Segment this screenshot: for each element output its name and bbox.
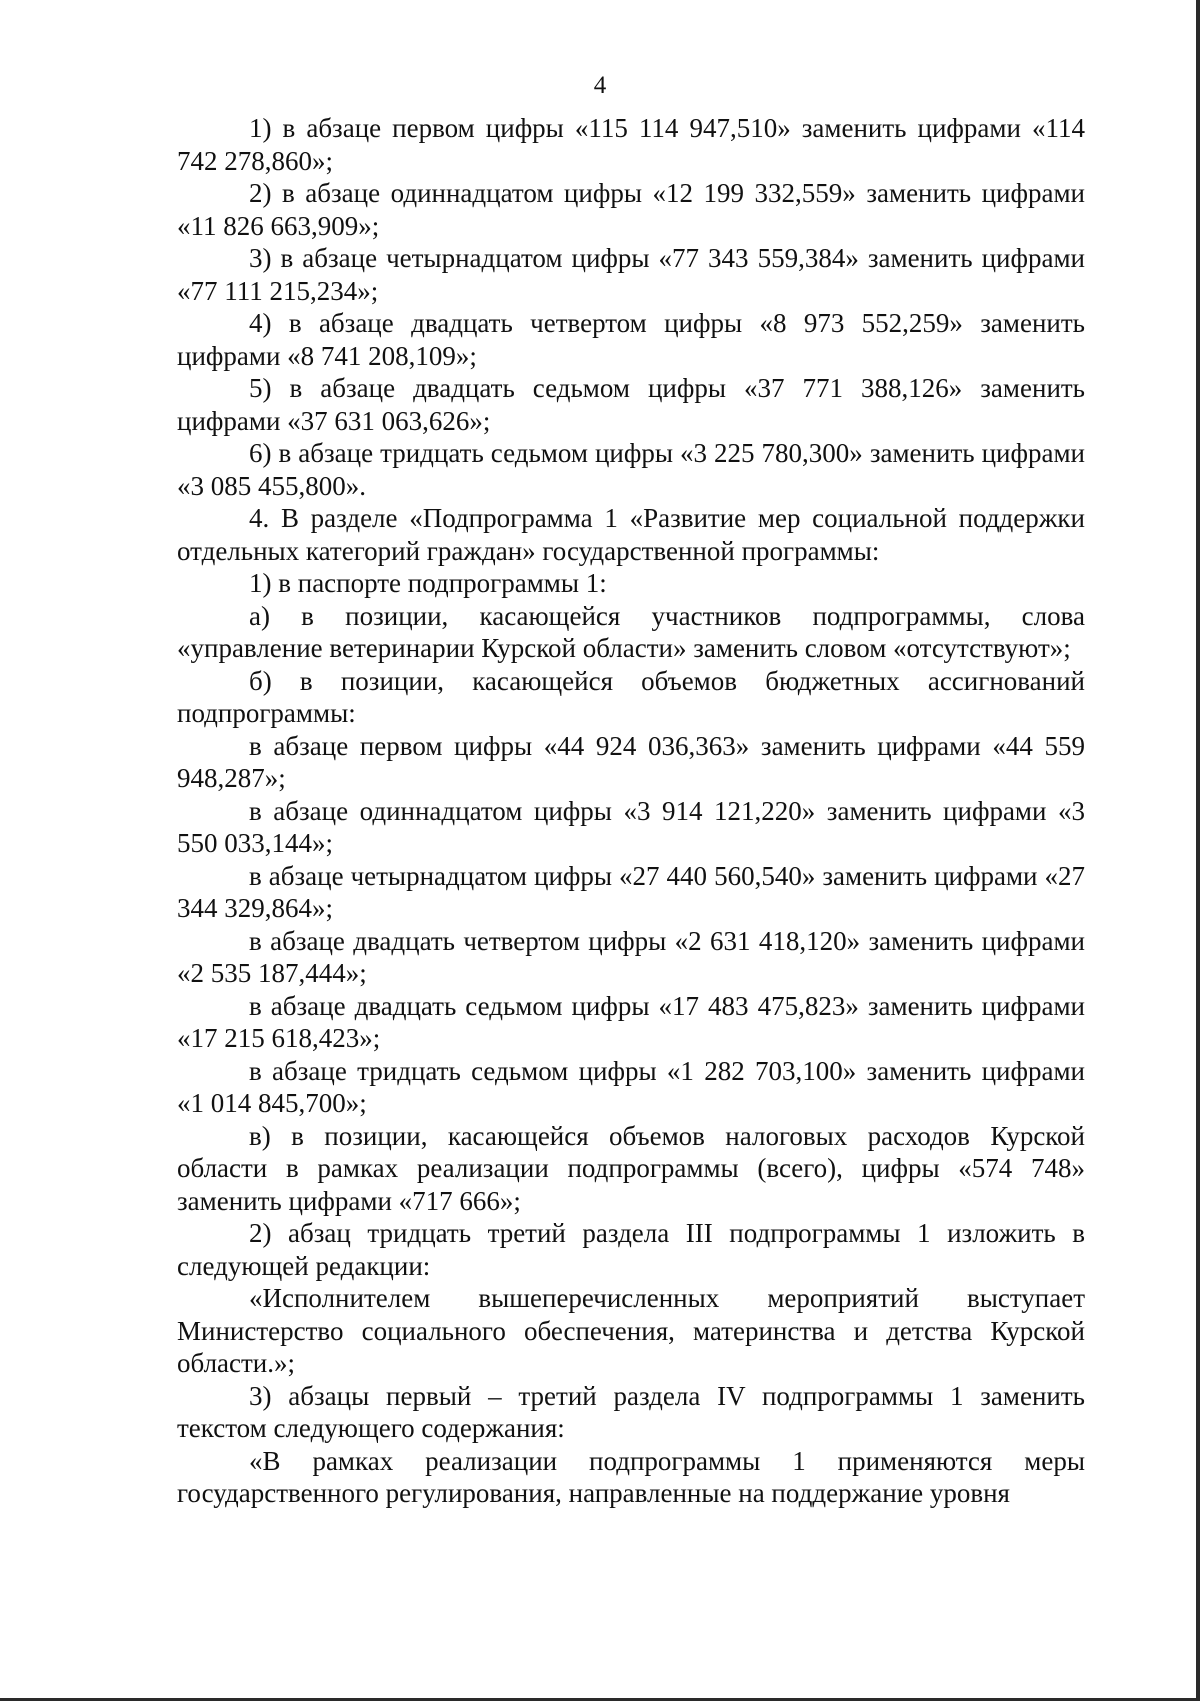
paragraph-b-thirty-seventh: в абзаце тридцать седьмом цифры «1 282 703,100» заменить цифрами «1 014 845,700»; [177, 1055, 1085, 1118]
paragraph-amend-5: 5) в абзаце двадцать седьмом цифры «37 771 388,126» заменить цифрами «37 631 063,626»; [177, 373, 1085, 436]
page-number: 4 [593, 72, 607, 99]
paragraph-regulation-quote: «В рамках реализации подпрограммы 1 применяются меры государственного регулирования, направленные на поддержание уровня [177, 1445, 1085, 1508]
paragraph-b-first: в абзаце первом цифры «44 924 036,363» заменить цифрами «44 559 948,287»; [177, 730, 1085, 793]
paragraph-amend-3: 3) в абзаце четырнадцатом цифры «77 343 559,384» заменить цифрами «77 111 215,234»; [177, 243, 1085, 306]
paragraph-item-v: в) в позиции, касающейся объемов налоговых расходов Курской области в рамках реализации подпрограммы (всего), цифры «574 748» заменить цифрами «717 666»; [177, 1120, 1085, 1216]
paragraph-passport: 1) в паспорте подпрограммы 1: [249, 568, 607, 598]
document-body [177, 112, 1085, 1510]
paragraph-amend-2: 2) в абзаце одиннадцатом цифры «12 199 332,559» заменить цифрами «11 826 663,909»; [177, 178, 1085, 241]
paragraph-section-4: 4. В разделе «Подпрограмма 1 «Развитие мер социальной поддержки отдельных категорий граждан» государственной программы: [177, 503, 1085, 566]
paragraph-section-iii: 2) абзац тридцать третий раздела III подпрограммы 1 изложить в следующей редакции: [177, 1218, 1085, 1281]
paragraph-b-twenty-fourth: в абзаце двадцать четвертом цифры «2 631 418,120» заменить цифрами «2 535 187,444»; [177, 925, 1085, 988]
paragraph-item-a: а) в позиции, касающейся участников подпрограммы, слова «управление ветеринарии Курской области» заменить словом «отсутствуют»; [177, 600, 1085, 663]
paragraph-executor-quote: «Исполнителем вышеперечисленных мероприятий выступает Министерство социального обеспечения, материнства и детства Курской области.»; [177, 1283, 1085, 1378]
paragraph-section-iv: 3) абзацы первый – третий раздела IV подпрограммы 1 заменить текстом следующего содержания: [177, 1380, 1085, 1443]
paragraph-b-eleventh: в абзаце одиннадцатом цифры «3 914 121,220» заменить цифрами «3 550 033,144»; [177, 795, 1085, 858]
scan-edge-right [1196, 0, 1200, 1701]
paragraph-b-twenty-seventh: в абзаце двадцать седьмом цифры «17 483 475,823» заменить цифрами «17 215 618,423»; [177, 990, 1085, 1053]
paragraph-item-b: б) в позиции, касающейся объемов бюджетных ассигнований подпрограммы: [177, 665, 1085, 728]
paragraph-amend-4: 4) в абзаце двадцать четвертом цифры «8 973 552,259» заменить цифрами «8 741 208,109»; [177, 308, 1085, 371]
paragraph-amend-1: 1) в абзаце первом цифры «115 114 947,510» заменить цифрами «114 742 278,860»; [177, 113, 1085, 176]
paragraph-amend-6: 6) в абзаце тридцать седьмом цифры «3 225 780,300» заменить цифрами «3 085 455,800». [177, 438, 1085, 501]
paragraph-b-fourteenth: в абзаце четырнадцатом цифры «27 440 560,540» заменить цифрами «27 344 329,864»; [177, 860, 1085, 923]
